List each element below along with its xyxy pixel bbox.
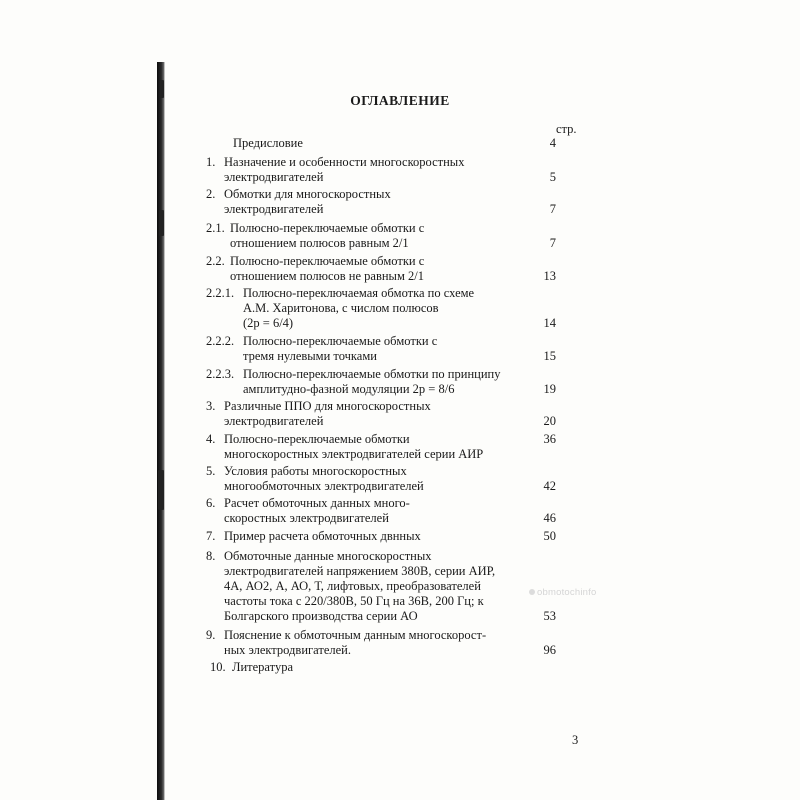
toc-entry-title-line: тремя нулевыми точками (243, 349, 377, 363)
toc-entry-title-line: электродвигателей напряжением 380В, серии АИР, (224, 564, 496, 578)
toc-entry-title-line: А.М. Харитонова, с числом полюсов (243, 301, 439, 315)
toc-entry-number: 2.2.3. (206, 367, 235, 381)
toc-entry-title-line: Расчет обмоточных данных много- (224, 496, 410, 510)
toc-entry-title-line: амплитудно-фазной модуляции 2р = 8/6 (243, 382, 455, 396)
toc-entry-page: 19 (543, 382, 556, 396)
toc-entry-title-line: многоскоростных электродвигателей серии АИР (224, 447, 484, 461)
toc-entry-title-line: Назначение и особенности многоскоростных (224, 155, 465, 169)
toc-entry-title-line: Болгарского производства серии АО (224, 609, 418, 623)
toc-entry-number: 4. (206, 432, 216, 446)
toc-entry-page: 96 (543, 643, 556, 657)
toc-entry-title-line: отношением полюсов не равным 2/1 (230, 269, 424, 283)
toc-entry-number: 7. (206, 529, 216, 543)
toc-entry-page: 15 (543, 349, 556, 363)
toc-entry-page: 50 (543, 529, 556, 543)
toc-entry-number: 3. (206, 399, 216, 413)
toc-entry-number: 2.1. (206, 221, 225, 235)
toc-entry-number: 10. (210, 660, 226, 674)
toc-entry-number: 2.2. (206, 254, 225, 268)
toc-entry-title-line: Литература (232, 660, 293, 674)
toc-entry-title-line: Предисловие (233, 136, 303, 150)
page-number: 3 (572, 733, 579, 747)
toc-entry-title-line: скоростных электродвигателей (224, 511, 389, 525)
toc-entry-number: 2.2.2. (206, 334, 235, 348)
toc-entry-number: 9. (206, 628, 216, 642)
toc-entry-title-line: электродвигателей (224, 170, 324, 184)
toc-entry-page: 7 (549, 236, 556, 250)
toc-entry-page: 46 (543, 511, 556, 525)
toc-entry-page: 20 (543, 414, 556, 428)
toc-entry-title-line: Обмоточные данные многоскоростных (224, 549, 432, 563)
toc-entry-title-line: Условия работы многоскоростных (224, 464, 407, 478)
scan-speck (158, 470, 164, 510)
toc-entry-number: 8. (206, 549, 216, 563)
toc-entry-page: 5 (549, 170, 556, 184)
watermark-logo-icon (529, 589, 535, 595)
toc-entry-title-line: Полюсно-переключаемые обмотки с (230, 254, 425, 268)
toc-entry-page: 42 (543, 479, 556, 493)
toc-entry-number: 6. (206, 496, 216, 510)
toc-entry-title-line: ных электродвигателей. (224, 643, 351, 657)
page-column-header: стр. (556, 122, 577, 136)
toc-entry-title-line: (2р = 6/4) (243, 316, 294, 330)
toc-entry-title-line: отношением полюсов равным 2/1 (230, 236, 409, 250)
toc-entry-page: 4 (549, 136, 556, 150)
toc-entry-page: 14 (543, 316, 556, 330)
scan-speck (159, 210, 164, 236)
toc-entry-number: 5. (206, 464, 216, 478)
toc-entry-page: 53 (543, 609, 556, 623)
toc-entry-title-line: электродвигателей (224, 202, 324, 216)
toc-entry-number: 1. (206, 155, 216, 169)
toc-entry-title-line: частоты тока с 220/380В, 50 Гц на 36В, 200 Гц; к (224, 594, 484, 608)
toc-entry-title-line: Полюсно-переключаемая обмотка по схеме (243, 286, 475, 300)
toc-entry-title-line: Полюсно-переключаемые обмотки по принципу (243, 367, 501, 381)
toc-entry-title-line: электродвигателей (224, 414, 324, 428)
toc-entry-title-line: Полюсно-переключаемые обмотки (224, 432, 410, 446)
toc-entry-title-line: многообмоточных электродвигателей (224, 479, 424, 493)
toc-entry-title-line: Обмотки для многоскоростных (224, 187, 391, 201)
book-spine-shadow (157, 62, 165, 800)
toc-entry-page: 13 (543, 269, 556, 283)
toc-entry-page: 7 (549, 202, 556, 216)
toc-entry-title-line: 4А, АО2, А, АО, Т, лифтовых, преобразователей (224, 579, 481, 593)
toc-entry-title-line: Полюсно-переключаемые обмотки с (243, 334, 438, 348)
watermark-text: obmotochinfo (537, 587, 597, 598)
toc-entry-number: 2.2.1. (206, 286, 235, 300)
toc-entry-page: 36 (543, 432, 556, 446)
toc-title: ОГЛАВЛЕНИЕ (350, 93, 450, 108)
toc-entry-title-line: Пояснение к обмоточным данным многоскорост- (224, 628, 487, 642)
toc-entry-title-line: Различные ППО для многоскоростных (224, 399, 431, 413)
toc-entry-number: 2. (206, 187, 216, 201)
toc-entry-title-line: Пример расчета обмоточных двнных (224, 529, 421, 543)
watermark (529, 587, 596, 598)
toc-entry-title-line: Полюсно-переключаемые обмотки с (230, 221, 425, 235)
